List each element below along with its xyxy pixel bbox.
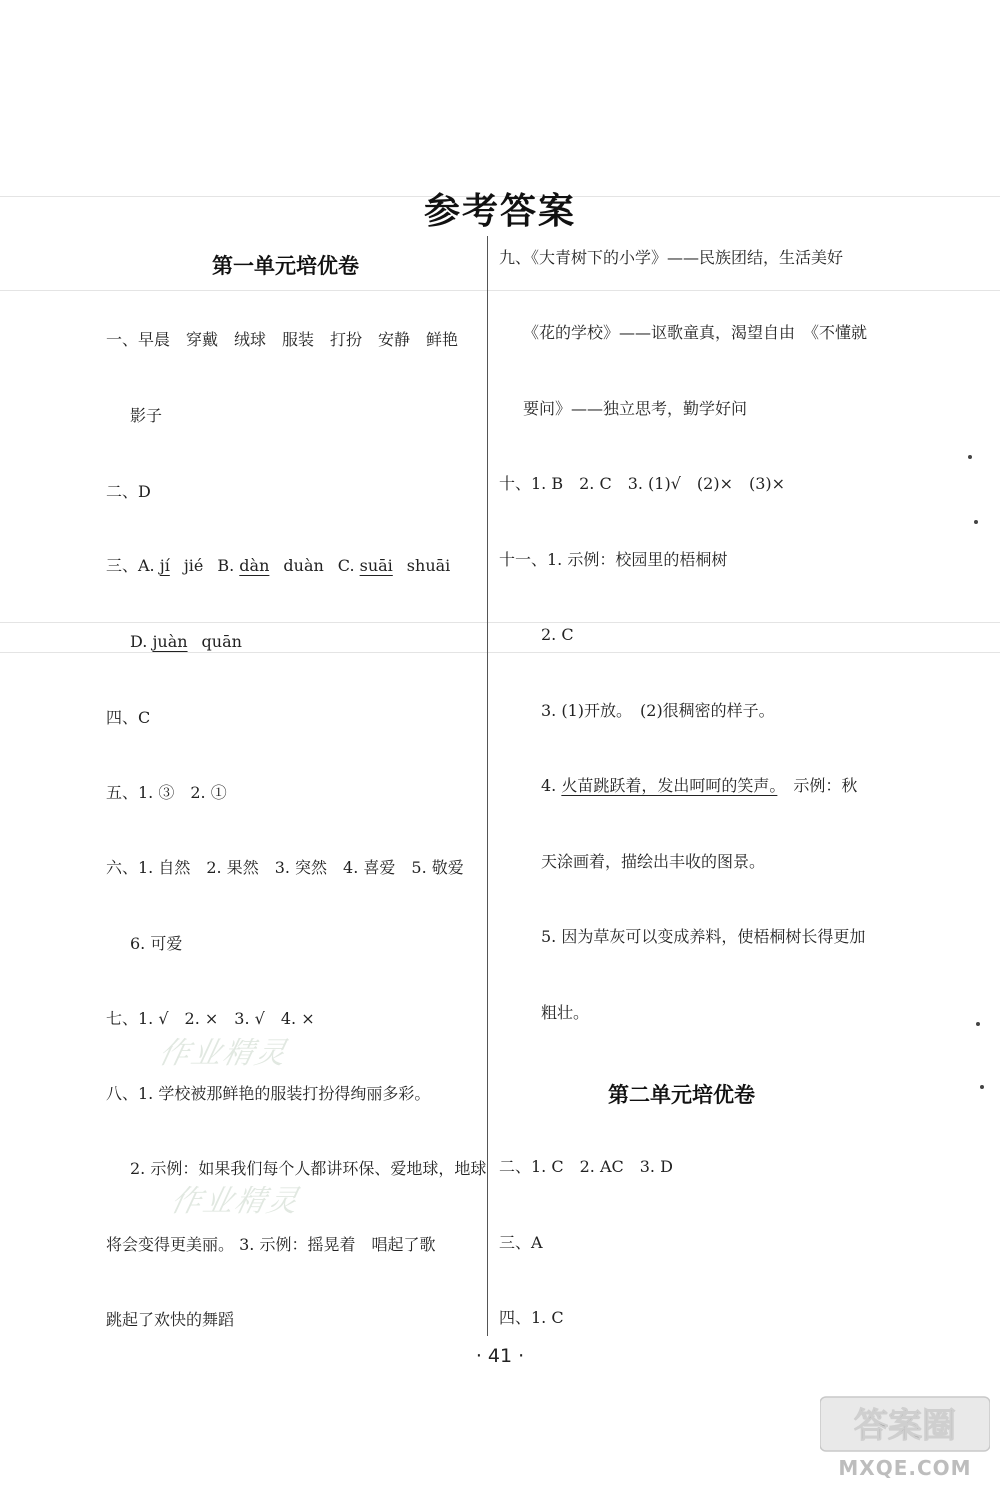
watermark: 作业精灵	[167, 1184, 303, 1219]
answer-text: 4.	[541, 776, 562, 795]
answer-line: 八、1. 学校被那鲜艳的服装打扮得绚丽多彩。	[106, 1084, 431, 1103]
answer-line: 粗壮。	[541, 1003, 590, 1022]
svg-text:MXQE.COM: MXQE.COM	[838, 1456, 972, 1480]
answer-line: 一、早晨 穿戴 绒球 服装 打扮 安静 鲜艳	[106, 330, 459, 349]
watermark: 作业精灵	[155, 1036, 291, 1071]
site-logo	[820, 1395, 990, 1485]
answer-line: 七、1. √ 2. × 3. √ 4. ×	[106, 1009, 315, 1028]
underlined-sentence: 火苗跳跃着，发出呵呵的笑声。	[561, 776, 778, 795]
answer-line: 跳起了欢快的舞蹈	[106, 1310, 235, 1329]
answer-line: 影子	[130, 406, 163, 425]
answer-line: 天涂画着，描绘出丰收的图景。	[541, 852, 766, 871]
answer-line: 十一、1. 示例：校园里的梧桐树	[499, 550, 728, 569]
answer-text: B.	[217, 556, 240, 575]
answer-line: 五、1. ③ 2. ①	[106, 783, 227, 802]
answer-line: 二、D	[106, 482, 151, 501]
answer-text: D.	[130, 632, 153, 651]
answer-line: 5. 因为草灰可以变成养料，使梧桐树长得更加	[541, 927, 866, 946]
answer-line: 《花的学校》——讴歌童真，渴望自由 《不懂就	[523, 323, 868, 342]
answer-text: C.	[337, 556, 360, 575]
answer-line-pinyin	[106, 556, 450, 576]
answer-line: 九、《大青树下的小学》——民族团结，生活美好	[499, 248, 844, 267]
answer-line: 四、1. C	[499, 1308, 564, 1327]
answer-line: 2. 示例：如果我们每个人都讲环保、爱地球，地球	[130, 1159, 487, 1178]
answer-line: 6. 可爱	[130, 934, 183, 953]
scan-line	[0, 652, 1000, 653]
scan-line	[0, 622, 1000, 623]
unit-two-heading: 第二单元培优卷	[608, 1082, 755, 1107]
unit-one-heading: 第一单元培优卷	[212, 253, 359, 278]
page-title: 参考答案	[423, 190, 576, 232]
page-number: · 41 ·	[475, 1345, 525, 1367]
pinyin: quān	[201, 632, 242, 651]
pinyin-correct: juàn	[152, 632, 188, 651]
answer-line: 六、1. 自然 2. 果然 3. 突然 4. 喜爱 5. 敬爱	[106, 858, 464, 877]
answer-line: 四、C	[106, 708, 151, 727]
pinyin-correct: suāi	[359, 556, 393, 575]
column-divider	[487, 236, 488, 1336]
scan-mark	[980, 1085, 984, 1089]
answer-line-pinyin	[130, 632, 242, 652]
pinyin: jié	[183, 556, 204, 575]
answer-line: 十、1. B 2. C 3. (1)√ (2)× (3)×	[499, 474, 786, 493]
pinyin: duàn	[283, 556, 324, 575]
answer-text: 示例：秋	[777, 776, 858, 795]
answer-line: 要问》——独立思考，勤学好问	[523, 399, 748, 418]
svg-text:答案圈: 答案圈	[854, 1406, 956, 1446]
scan-mark	[976, 1022, 980, 1026]
answer-line: 3. (1)开放。 (2)很稠密的样子。	[541, 701, 775, 720]
pinyin: shuāi	[406, 556, 451, 575]
answer-text: 三、A.	[106, 556, 160, 575]
pinyin-correct: jí	[159, 556, 170, 575]
answer-line	[541, 776, 857, 796]
answer-line: 2. C	[541, 625, 574, 644]
scan-mark	[974, 520, 978, 524]
answer-line: 二、1. C 2. AC 3. D	[499, 1157, 673, 1176]
answer-line: 将会变得更美丽。 3. 示例：摇晃着 唱起了歌	[106, 1235, 436, 1254]
answer-line: 三、A	[499, 1233, 543, 1252]
scan-mark	[968, 455, 972, 459]
scan-line	[0, 290, 1000, 291]
pinyin-correct: dàn	[239, 556, 270, 575]
